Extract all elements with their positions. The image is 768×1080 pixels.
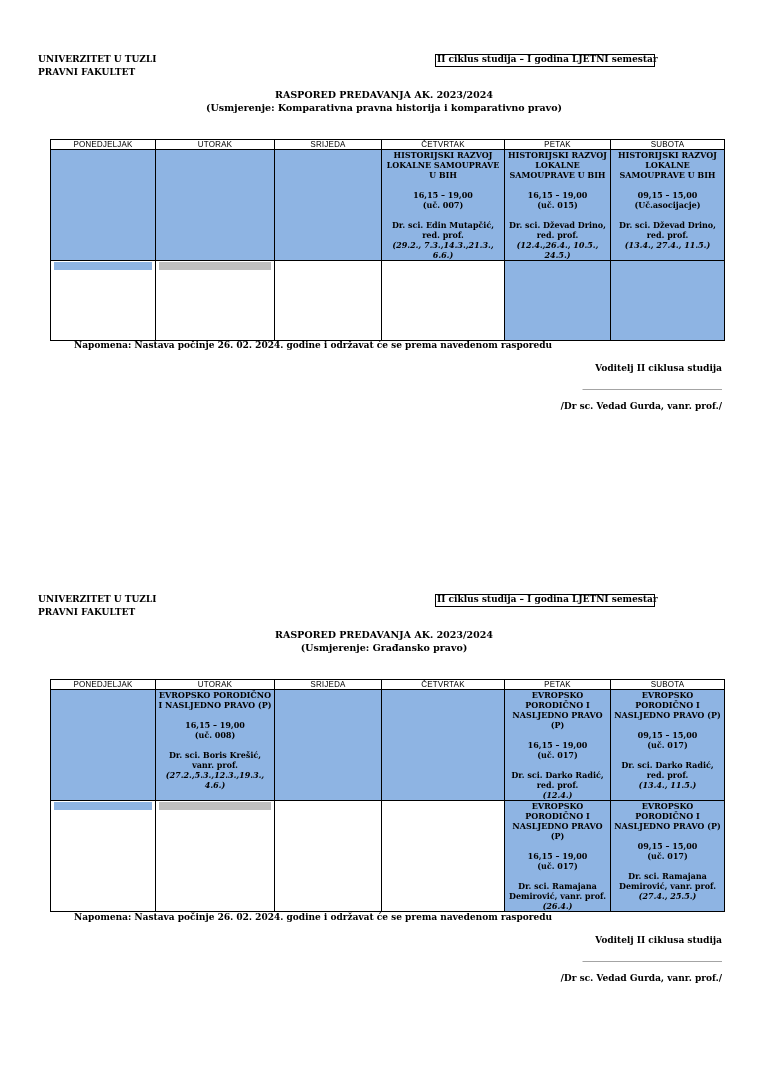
course-name: HISTORIJSKI RAZVOJ LOKALNE SAMOUPRAVE U BIH <box>386 150 500 180</box>
lecture-cell <box>611 150 725 261</box>
lecture-room: (uč. 017) <box>647 740 688 750</box>
day-header: SUBOTA <box>611 140 725 150</box>
day-header: PONEDJELJAK <box>51 140 156 150</box>
lecture-time: 09,15 – 15,00 <box>637 841 698 851</box>
lecture-time: 16,15 – 19,00 <box>527 190 588 200</box>
color-strip <box>54 262 152 270</box>
table-row <box>51 690 725 801</box>
lecture-room: (uč. 007) <box>422 200 464 210</box>
lecture-cell <box>156 690 275 801</box>
cell-empty <box>156 261 275 341</box>
lecture-dates: (27.2.,5.3.,12.3.,19.3., 4.6.) <box>165 770 265 790</box>
lecture-cell <box>611 801 725 912</box>
day-header: UTORAK <box>156 680 275 690</box>
color-strip <box>54 802 152 810</box>
table-row <box>51 801 725 912</box>
day-header: UTORAK <box>156 140 275 150</box>
professor-name: Dr. sci. Dževad Drino, red. prof. <box>509 220 606 240</box>
schedule-note: Napomena: Nastava počinje 26. 02. 2024. godine i održavat će se prema navedenom rasporedu <box>74 341 553 351</box>
day-header: ČETVRTAK <box>382 140 505 150</box>
cell-empty <box>611 261 725 341</box>
lecture-cell <box>382 150 505 261</box>
course-name: HISTORIJSKI RAZVOJ LOKALNE SAMOUPRAVE U BIH <box>618 150 717 180</box>
schedule-subtitle: (Usmjerenje: Građansko pravo) <box>300 643 468 654</box>
university-name: UNIVERZITET U TUZLI <box>38 55 157 65</box>
schedule-title: RASPORED PREDAVANJA AK. 2023/2024 <box>275 90 493 101</box>
schedule-table <box>50 139 725 341</box>
color-strip <box>159 802 271 810</box>
professor-name: Dr. sci. Edin Mutapčić, red. prof. <box>391 220 494 240</box>
cell-empty <box>275 150 382 261</box>
lecture-dates: (13.4., 27.4., 11.5.) <box>624 240 711 250</box>
color-strip <box>159 262 271 270</box>
schedule-note: Napomena: Nastava počinje 26. 02. 2024. godine i održavat će se prema navedenom rasporedu <box>74 913 553 923</box>
signature-title: Voditelj II ciklusa studija <box>595 364 722 374</box>
lecture-time: 16,15 – 19,00 <box>527 740 588 750</box>
signature-name: /Dr sc. Vedad Gurda, vanr. prof./ <box>560 974 722 984</box>
day-header: PETAK <box>505 140 611 150</box>
cycle-label: II ciklus studija – I godina LJETNI semestar <box>437 595 658 605</box>
day-header: ČETVRTAK <box>382 680 505 690</box>
professor-name: Dr. sci. Ramajana Demirović, vanr. prof. <box>509 881 606 901</box>
cycle-label: II ciklus studija – I godina LJETNI semestar <box>437 55 658 65</box>
lecture-dates: (29.2., 7.3.,14.3.,21.3., 6.6.) <box>392 240 494 260</box>
course-name: EVROPSKO PORODIČNO I NASLJEDNO PRAVO (P) <box>614 690 721 720</box>
lecture-dates: (13.4., 11.5.) <box>638 780 697 790</box>
lecture-time: 16,15 – 19,00 <box>185 720 245 730</box>
lecture-room: (uč. 017) <box>537 750 578 760</box>
schedule-title: RASPORED PREDAVANJA AK. 2023/2024 <box>275 630 493 641</box>
university-header <box>38 594 156 620</box>
faculty-name: PRAVNI FAKULTET <box>38 68 136 78</box>
lecture-room: (uč. 015) <box>537 200 578 210</box>
cell-empty <box>275 690 382 801</box>
faculty-name: PRAVNI FAKULTET <box>38 608 136 618</box>
day-header: SUBOTA <box>611 680 725 690</box>
cell-empty <box>156 150 275 261</box>
lecture-cell <box>611 690 725 801</box>
professor-name: Dr. sci. Ramajana Demirović, vanr. prof. <box>619 871 716 891</box>
cell-empty <box>275 801 382 912</box>
university-header <box>38 54 156 80</box>
lecture-room: (uč. 008) <box>194 730 236 740</box>
lecture-time: 16,15 – 19,00 <box>413 190 473 200</box>
lecture-room: (uč. 017) <box>537 861 578 871</box>
course-name: HISTORIJSKI RAZVOJ LOKALNE SAMOUPRAVE U BIH <box>508 150 607 180</box>
lecture-cell <box>505 690 611 801</box>
course-name: EVROPSKO PORODIČNO I NASLJEDNO PRAVO (P) <box>614 801 721 831</box>
professor-name: Dr. sci. Boris Krešić, vanr. prof. <box>168 750 262 770</box>
table-header-row <box>51 680 725 690</box>
cell-empty <box>51 261 156 341</box>
course-name: EVROPSKO PORODIČNO I NASLJEDNO PRAVO (P) <box>158 690 272 710</box>
cell-empty <box>275 261 382 341</box>
cell-empty <box>382 801 505 912</box>
day-header: SRIJEDA <box>275 140 382 150</box>
table-row <box>51 261 725 341</box>
schedule-subtitle: (Usmjerenje: Komparativna pravna historija i komparativno pravo) <box>205 103 563 114</box>
signature-name: /Dr sc. Vedad Gurda, vanr. prof./ <box>560 402 722 412</box>
cell-empty <box>51 150 156 261</box>
table-header-row <box>51 140 725 150</box>
professor-name: Dr. sci. Darko Radić, red. prof. <box>511 770 604 790</box>
lecture-dates: (27.4., 25.5.) <box>638 891 697 901</box>
lecture-room: (uč. 017) <box>647 851 688 861</box>
lecture-cell <box>505 801 611 912</box>
schedule-table <box>50 679 725 912</box>
cell-empty <box>156 801 275 912</box>
course-name: EVROPSKO PORODIČNO I NASLJEDNO PRAVO (P) <box>512 801 603 841</box>
signature-line: _______________________________ <box>582 380 722 390</box>
table-row <box>51 150 725 261</box>
lecture-time: 09,15 – 15,00 <box>637 730 698 740</box>
cell-empty <box>382 690 505 801</box>
lecture-dates: (26.4.) <box>542 901 573 911</box>
lecture-time: 16,15 – 19,00 <box>527 851 588 861</box>
day-header: SRIJEDA <box>275 680 382 690</box>
signature-title: Voditelj II ciklusa studija <box>595 936 722 946</box>
lecture-dates: (12.4.,26.4., 10.5., 24.5.) <box>516 240 599 260</box>
cell-empty <box>505 261 611 341</box>
course-name: EVROPSKO PORODIČNO I NASLJEDNO PRAVO (P) <box>512 690 603 730</box>
day-header: PONEDJELJAK <box>51 680 156 690</box>
professor-name: Dr. sci. Dževad Drino, red. prof. <box>619 220 716 240</box>
cell-empty <box>51 690 156 801</box>
professor-name: Dr. sci. Darko Radić, red. prof. <box>621 760 714 780</box>
signature-line: _______________________________ <box>582 952 722 962</box>
lecture-cell <box>505 150 611 261</box>
day-header: PETAK <box>505 680 611 690</box>
lecture-dates: (12.4.) <box>542 790 573 800</box>
lecture-time: 09,15 – 15,00 <box>637 190 698 200</box>
cell-empty <box>382 261 505 341</box>
cell-empty <box>51 801 156 912</box>
university-name: UNIVERZITET U TUZLI <box>38 595 157 605</box>
schedule-block-2 <box>0 540 768 1080</box>
lecture-room: (Uč.asocijacje) <box>634 200 701 210</box>
